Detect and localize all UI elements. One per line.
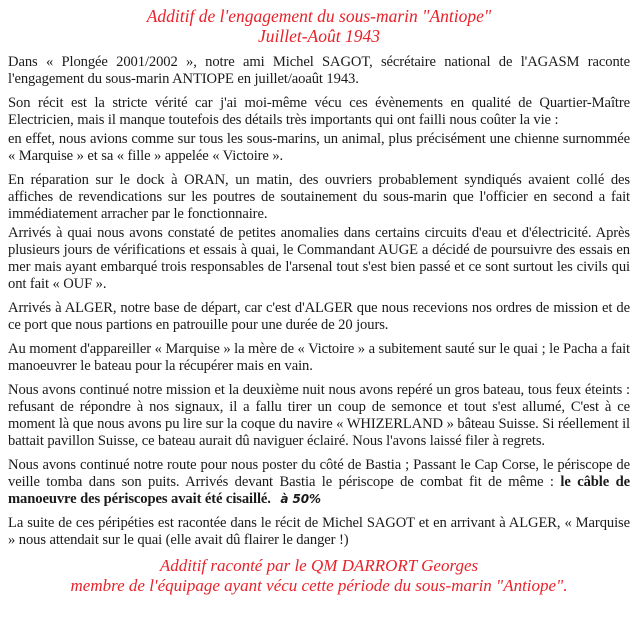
document-footer	[8, 556, 630, 596]
footer-author: Additif raconté par le QM DARRORT Georges	[159, 556, 479, 575]
paragraph-bastia	[8, 457, 630, 508]
bastia-text: Nous avons continué notre route pour nous poster du côté de Bastia ; Passant le Cap Corse, le périscope de veille tomba dans son puits. Arrivés devant Bastia le périscope de combat fit de même :	[8, 457, 630, 490]
paragraph-verity: Son récit est la stricte vérité car j'ai moi-même vécu ces évènements en qualité de Quartier-Maître Electricien, mais il manque toutefois des détails très importants qui ont failli nous coûter la vie :	[8, 95, 630, 128]
paragraph-marquise: Au moment d'appareiller « Marquise » la mère de « Victoire » a subitement sauté sur le quai ; le Pacha a fait manoeuvrer le bateau pour la récupérer mais en vain.	[8, 341, 630, 374]
handwritten-note: à 50%	[280, 492, 321, 506]
bastia-bold-text: le câble de manoeuvre des périscopes avait été cisaillé.	[8, 474, 630, 507]
paragraph-oran: En réparation sur le dock à ORAN, un matin, des ouvriers probablement syndiqués avaient collé des affiches de revendications sur les poutres de soutainement du sous-marin que l'officier en second a fait immédiatement arracher par le fonctionnaire.	[8, 172, 630, 222]
document-header	[8, 6, 630, 46]
paragraph-alger: Arrivés à ALGER, notre base de départ, car c'est d'ALGER que nous recevions nos ordres de mission et de ce port que nous partions en patrouille pour une durée de 20 jours.	[8, 300, 630, 333]
paragraph-trials: Arrivés à quai nous avons constaté de petites anomalies dans certains circuits d'eau et d'électricité. Après plusieurs jours de vérifications et essais à quai, le Commandant AUGE a décidé de poursuivre des essais en mer mais ayant embarqué trois responsables de l'arsenal tout s'est bien passé et ce sont surtout les civils qui ont fait « OUF ».	[8, 225, 630, 292]
paragraph-animals: en effet, nous avions comme sur tous les sous-marins, un animal, plus précisément une chienne surnommée « Marquise » et sa « fille » appelée « Victoire ».	[8, 131, 630, 164]
footer-role: membre de l'équipage ayant vécu cette période du sous-marin "Antiope".	[70, 576, 568, 595]
paragraph-whizerland: Nous avons continué notre mission et la deuxième nuit nous avons repéré un gros bateau, tous feux éteints : refusant de répondre à nos signaux, il a fallu tirer un coup de semonce et tout s'est allumé, C'est à ce moment là que nous avons pu lire sur la coque du navire « WHIZERLAND » bâteau Suisse. Si réellement il battait pavillon Suisse, ce bateau aurait dû naviguer éclairé. Nous l'avons laissé filer à regrets.	[8, 382, 630, 449]
header-date: Juillet-Août 1943	[258, 26, 380, 46]
header-title: Additif de l'engagement du sous-marin "Antiope"	[146, 6, 492, 26]
paragraph-intro: Dans « Plongée 2001/2002 », notre ami Michel SAGOT, sécrétaire national de l'AGASM raconte l'engagement du sous-marin ANTIOPE en juillet/aoaût 1943.	[8, 54, 630, 87]
paragraph-conclusion: La suite de ces péripéties est racontée dans le récit de Michel SAGOT et en arrivant à ALGER, « Marquise » nous attendait sur le quai (elle avait dû flairer le danger !)	[8, 515, 630, 548]
